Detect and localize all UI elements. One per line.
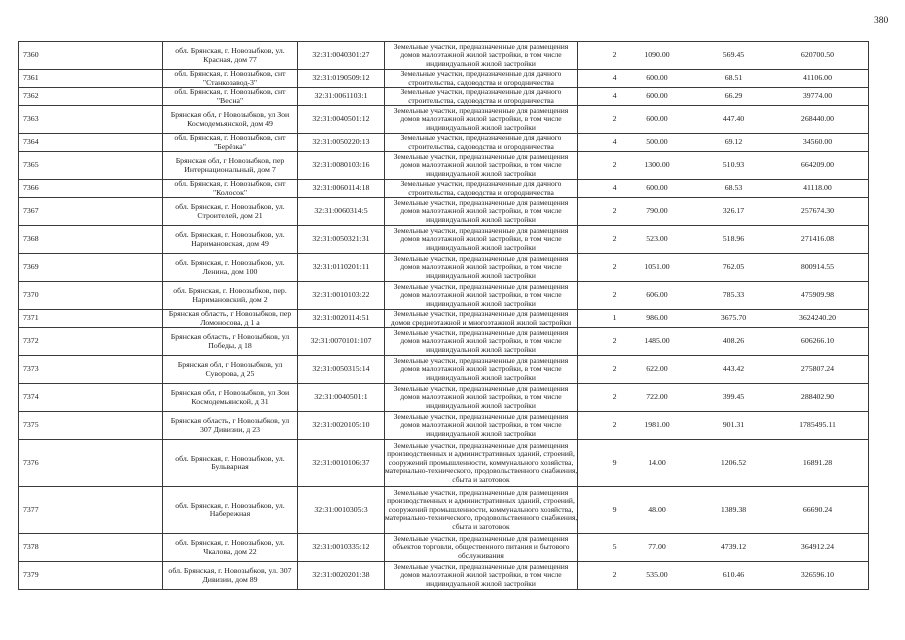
total-value-cell: 800914.55 bbox=[800, 262, 835, 272]
address-cell: обл. Брянская, г. Новозыбков, снт "Станкозавод-3" bbox=[163, 70, 298, 88]
area-cell: 523.00 bbox=[646, 234, 668, 244]
row-number-cell: 7362 bbox=[19, 88, 163, 106]
cadastral-number-cell: 32:31:0010305:3 bbox=[298, 487, 385, 534]
land-use-description-cell: Земельные участки, предназначенные для размещения домов среднеэтажной и многоэтажной жилой застройки bbox=[385, 310, 578, 328]
area-cell: 600.00 bbox=[646, 183, 668, 193]
unit-value-cell: 510.93 bbox=[722, 160, 745, 170]
table-row bbox=[19, 180, 869, 198]
row-number-cell: 7371 bbox=[19, 310, 163, 328]
total-value-cell: 364912.24 bbox=[800, 542, 835, 552]
use-group-cell: 2 bbox=[612, 160, 617, 170]
area-cell: 14.00 bbox=[648, 457, 666, 467]
total-value-cell: 326596.10 bbox=[800, 570, 835, 580]
area-cell: 722.00 bbox=[646, 392, 668, 402]
use-group-cell: 4 bbox=[612, 137, 617, 147]
area-cell: 606.00 bbox=[646, 290, 668, 300]
table-row bbox=[19, 198, 869, 226]
row-number-cell: 7370 bbox=[19, 282, 163, 310]
table-row bbox=[19, 328, 869, 356]
row-number-cell: 7375 bbox=[19, 412, 163, 440]
row-end-spacer bbox=[842, 180, 869, 198]
area-cell: 1051.00 bbox=[644, 262, 670, 272]
cadastral-number-cell: 32:31:0060314:5 bbox=[298, 198, 385, 226]
land-use-description-cell: Земельные участки, предназначенные для размещения домов малоэтажной жилой застройки, в том числе индивидуальной жилой застройки bbox=[385, 328, 578, 356]
total-value-cell: 1785495.11 bbox=[799, 420, 836, 430]
land-use-description-cell: Земельные участки, предназначенные для размещения домов малоэтажной жилой застройки, в том числе индивидуальной жилой застройки bbox=[385, 42, 578, 70]
area-cell: 1090.00 bbox=[644, 50, 670, 60]
address-cell: обл. Брянская, г. Новозыбков, ул. Ленина, дом 100 bbox=[163, 254, 298, 282]
cadastral-number-cell: 32:31:0060114:18 bbox=[298, 180, 385, 198]
row-end-spacer bbox=[842, 42, 869, 70]
total-value-cell: 620700.50 bbox=[800, 50, 835, 60]
land-use-description-cell: Земельные участки, предназначенные для размещения домов малоэтажной жилой застройки, в том числе индивидуальной жилой застройки bbox=[385, 106, 578, 134]
row-end-spacer bbox=[842, 70, 869, 88]
table-row bbox=[19, 412, 869, 440]
row-end-spacer bbox=[842, 534, 869, 562]
address-cell: Брянская область, г Новозыбков, ул Победы, д 18 bbox=[163, 328, 298, 356]
total-value-cell: 606266.10 bbox=[800, 336, 835, 346]
row-number-cell: 7374 bbox=[19, 384, 163, 412]
area-cell: 500.00 bbox=[646, 137, 668, 147]
land-use-description-cell: Земельные участки, предназначенные для дачного строительства, садоводства и огородничества bbox=[385, 134, 578, 152]
area-cell: 622.00 bbox=[646, 364, 668, 374]
address-cell: обл. Брянская, г. Новозыбков, ул. Бульварная bbox=[163, 440, 298, 487]
unit-value-cell: 443.42 bbox=[722, 364, 745, 374]
address-cell: обл. Брянская, г. Новозыбков, ул. Чкалова, дом 22 bbox=[163, 534, 298, 562]
address-cell: Брянская обл, г Новозыбков, ул Зои Космодемьянской, дом 49 bbox=[163, 106, 298, 134]
land-use-description-cell: Земельные участки, предназначенные для размещения домов малоэтажной жилой застройки, в том числе индивидуальной жилой застройки bbox=[385, 562, 578, 590]
address-cell: обл. Брянская, г. Новозыбков, снт "Весна" bbox=[163, 88, 298, 106]
row-end-spacer bbox=[842, 487, 869, 534]
total-value-cell: 271416.08 bbox=[800, 234, 835, 244]
address-cell: обл. Брянская, г. Новозыбков, ул. 307 Дивизии, дом 89 bbox=[163, 562, 298, 590]
land-use-description-cell: Земельные участки, предназначенные для размещения домов малоэтажной жилой застройки, в том числе индивидуальной жилой застройки bbox=[385, 254, 578, 282]
table-row bbox=[19, 88, 869, 106]
row-number-cell: 7373 bbox=[19, 356, 163, 384]
use-group-cell: 2 bbox=[612, 392, 617, 402]
total-value-cell: 268440.00 bbox=[800, 114, 835, 124]
row-number-cell: 7368 bbox=[19, 226, 163, 254]
unit-value-cell: 66.29 bbox=[724, 91, 743, 101]
cadastral-number-cell: 32:31:0040501:12 bbox=[298, 106, 385, 134]
row-number-cell: 7365 bbox=[19, 152, 163, 180]
table-row bbox=[19, 440, 869, 487]
row-end-spacer bbox=[842, 440, 869, 487]
land-use-description-cell: Земельные участки, предназначенные для размещения домов малоэтажной жилой застройки, в том числе индивидуальной жилой застройки bbox=[385, 226, 578, 254]
use-group-cell: 5 bbox=[612, 542, 617, 552]
table-row bbox=[19, 254, 869, 282]
cadastral-number-cell: 32:31:0080103:16 bbox=[298, 152, 385, 180]
cadastral-number-cell: 32:31:0070101:107 bbox=[298, 328, 385, 356]
total-value-cell: 66690.24 bbox=[802, 504, 833, 514]
row-end-spacer bbox=[842, 384, 869, 412]
table-row bbox=[19, 226, 869, 254]
land-use-description-cell: Земельные участки, предназначенные для размещения домов малоэтажной жилой застройки, в том числе индивидуальной жилой застройки bbox=[385, 152, 578, 180]
total-value-cell: 34560.00 bbox=[802, 137, 833, 147]
row-end-spacer bbox=[842, 198, 869, 226]
cadastral-number-cell: 32:31:0190509:12 bbox=[298, 70, 385, 88]
land-use-description-cell: Земельные участки, предназначенные для дачного строительства, садоводства и огородничества bbox=[385, 70, 578, 88]
unit-value-cell: 326.17 bbox=[722, 206, 745, 216]
use-group-cell: 2 bbox=[612, 336, 617, 346]
land-use-description-cell: Земельные участки, предназначенные для размещения домов малоэтажной жилой застройки, в том числе индивидуальной жилой застройки bbox=[385, 384, 578, 412]
cadastral-number-cell: 32:31:0020114:51 bbox=[298, 310, 385, 328]
address-cell: обл. Брянская, г. Новозыбков, пер. Наримановский, дом 2 bbox=[163, 282, 298, 310]
use-group-cell: 4 bbox=[612, 91, 617, 101]
row-number-cell: 7364 bbox=[19, 134, 163, 152]
row-end-spacer bbox=[842, 226, 869, 254]
area-cell: 600.00 bbox=[646, 114, 668, 124]
table-row bbox=[19, 310, 869, 328]
unit-value-cell: 569.45 bbox=[722, 50, 745, 60]
unit-value-cell: 68.51 bbox=[724, 73, 743, 83]
row-number-cell: 7378 bbox=[19, 534, 163, 562]
cadastral-number-cell: 32:31:0050220:13 bbox=[298, 134, 385, 152]
land-plots-table bbox=[18, 41, 869, 590]
cadastral-number-cell: 32:31:0050315:14 bbox=[298, 356, 385, 384]
area-cell: 1485.00 bbox=[644, 336, 670, 346]
area-cell: 790.00 bbox=[646, 206, 668, 216]
row-number-cell: 7372 bbox=[19, 328, 163, 356]
table-body bbox=[19, 42, 869, 590]
unit-value-cell: 4739.12 bbox=[720, 542, 747, 552]
table-row bbox=[19, 134, 869, 152]
land-use-description-cell: Земельные участки, предназначенные для размещения домов малоэтажной жилой застройки, в том числе индивидуальной жилой застройки bbox=[385, 412, 578, 440]
use-group-cell: 9 bbox=[612, 457, 617, 467]
total-value-cell: 16891.28 bbox=[802, 457, 833, 467]
address-cell: обл. Брянская, г. Новозыбков, ул. Наримановская, дом 49 bbox=[163, 226, 298, 254]
use-group-cell: 9 bbox=[612, 504, 617, 514]
area-cell: 1981.00 bbox=[644, 420, 670, 430]
table-row bbox=[19, 70, 869, 88]
unit-value-cell: 447.40 bbox=[722, 114, 745, 124]
table-row bbox=[19, 384, 869, 412]
area-cell: 1300.00 bbox=[644, 160, 670, 170]
use-group-cell: 2 bbox=[612, 420, 617, 430]
row-number-cell: 7367 bbox=[19, 198, 163, 226]
cadastral-number-cell: 32:31:0020105:10 bbox=[298, 412, 385, 440]
total-value-cell: 475909.98 bbox=[800, 290, 835, 300]
use-group-cell: 2 bbox=[612, 206, 617, 216]
use-group-cell: 2 bbox=[612, 50, 617, 60]
row-number-cell: 7366 bbox=[19, 180, 163, 198]
total-value-cell: 39774.00 bbox=[802, 91, 833, 101]
land-use-description-cell: Земельные участки, предназначенные для дачного строительства, садоводства и огородничества bbox=[385, 180, 578, 198]
row-end-spacer bbox=[842, 328, 869, 356]
unit-value-cell: 69.12 bbox=[724, 137, 743, 147]
row-end-spacer bbox=[842, 134, 869, 152]
table-row bbox=[19, 487, 869, 534]
address-cell: обл. Брянская, г. Новозыбков, ул. Красная, дом 77 bbox=[163, 42, 298, 70]
total-value-cell: 257674.30 bbox=[800, 206, 835, 216]
table-row bbox=[19, 42, 869, 70]
land-use-description-cell: Земельные участки, предназначенные для дачного строительства, садоводства и огородничества bbox=[385, 88, 578, 106]
row-end-spacer bbox=[842, 254, 869, 282]
unit-value-cell: 901.31 bbox=[722, 420, 745, 430]
use-group-cell: 4 bbox=[612, 73, 617, 83]
row-number-cell: 7377 bbox=[19, 487, 163, 534]
area-cell: 986.00 bbox=[646, 313, 668, 323]
row-number-cell: 7376 bbox=[19, 440, 163, 487]
area-cell: 48.00 bbox=[648, 504, 666, 514]
table-row bbox=[19, 356, 869, 384]
row-number-cell: 7369 bbox=[19, 254, 163, 282]
address-cell: обл. Брянская, г. Новозыбков, ул. Строителей, дом 21 bbox=[163, 198, 298, 226]
use-group-cell: 2 bbox=[612, 570, 617, 580]
address-cell: обл. Брянская, г. Новозыбков, снт "Колосок" bbox=[163, 180, 298, 198]
row-number-cell: 7379 bbox=[19, 562, 163, 590]
address-cell: Брянская обл, г Новозыбков, ул Зои Космодемьянской, д 31 bbox=[163, 384, 298, 412]
row-number-cell: 7360 bbox=[19, 42, 163, 70]
cadastral-number-cell: 32:31:0040301:27 bbox=[298, 42, 385, 70]
cadastral-number-cell: 32:31:0061103:1 bbox=[298, 88, 385, 106]
row-end-spacer bbox=[842, 356, 869, 384]
unit-value-cell: 1206.52 bbox=[720, 457, 747, 467]
page-number: 380 bbox=[874, 16, 889, 26]
unit-value-cell: 518.96 bbox=[722, 234, 745, 244]
row-end-spacer bbox=[842, 412, 869, 440]
cadastral-number-cell: 32:31:0020201:38 bbox=[298, 562, 385, 590]
address-cell: Брянская область, г Новозыбков, пер Ломоносова, д 1 а bbox=[163, 310, 298, 328]
address-cell: обл. Брянская, г. Новозыбков, ул. Набережная bbox=[163, 487, 298, 534]
unit-value-cell: 762.05 bbox=[722, 262, 745, 272]
area-cell: 535.00 bbox=[646, 570, 668, 580]
cadastral-number-cell: 32:31:0040501:1 bbox=[298, 384, 385, 412]
table-row bbox=[19, 562, 869, 590]
row-end-spacer bbox=[842, 152, 869, 180]
unit-value-cell: 1389.38 bbox=[720, 504, 747, 514]
address-cell: Брянская обл, г Новозыбков, пер Интернациональный, дом 7 bbox=[163, 152, 298, 180]
table-row bbox=[19, 106, 869, 134]
address-cell: Брянская область, г Новозыбков, ул 307 Дивизии, д 23 bbox=[163, 412, 298, 440]
total-value-cell: 664209.00 bbox=[800, 160, 835, 170]
address-cell: Брянская обл, г Новозыбков, ул Суворова, д 25 bbox=[163, 356, 298, 384]
cadastral-number-cell: 32:31:0010335:12 bbox=[298, 534, 385, 562]
row-end-spacer bbox=[842, 562, 869, 590]
cadastral-number-cell: 32:31:0010103:22 bbox=[298, 282, 385, 310]
unit-value-cell: 610.46 bbox=[722, 570, 745, 580]
land-use-description-cell: Земельные участки, предназначенные для размещения домов малоэтажной жилой застройки, в том числе индивидуальной жилой застройки bbox=[385, 198, 578, 226]
unit-value-cell: 68.53 bbox=[724, 183, 743, 193]
row-end-spacer bbox=[842, 282, 869, 310]
table-row bbox=[19, 152, 869, 180]
use-group-cell: 2 bbox=[612, 290, 617, 300]
row-end-spacer bbox=[842, 106, 869, 134]
row-end-spacer bbox=[842, 310, 869, 328]
row-number-cell: 7361 bbox=[19, 70, 163, 88]
cadastral-number-cell: 32:31:0050321:31 bbox=[298, 226, 385, 254]
use-group-cell: 4 bbox=[612, 183, 617, 193]
cadastral-number-cell: 32:31:0010106:37 bbox=[298, 440, 385, 487]
total-value-cell: 41118.00 bbox=[803, 183, 832, 193]
land-use-description-cell: Земельные участки, предназначенные для размещения производственных и административных зданий, строений, сооружений промышленности, коммунального хозяйства, материально-технического, продовольственного снабжения, сбыта и заготовок bbox=[385, 440, 578, 487]
total-value-cell: 288402.90 bbox=[800, 392, 835, 402]
land-use-description-cell: Земельные участки, предназначенные для размещения домов малоэтажной жилой застройки, в том числе индивидуальной жилой застройки bbox=[385, 282, 578, 310]
use-group-cell: 2 bbox=[612, 114, 617, 124]
unit-value-cell: 399.45 bbox=[722, 392, 745, 402]
use-group-cell: 1 bbox=[612, 313, 617, 323]
unit-value-cell: 3675.70 bbox=[720, 313, 747, 323]
address-cell: обл. Брянская, г. Новозыбков, снт "Берёзка" bbox=[163, 134, 298, 152]
land-use-description-cell: Земельные участки, предназначенные для размещения объектов торговли, общественного питания и бытового обслуживания bbox=[385, 534, 578, 562]
use-group-cell: 2 bbox=[612, 262, 617, 272]
table-row bbox=[19, 534, 869, 562]
unit-value-cell: 408.26 bbox=[722, 336, 745, 346]
area-cell: 600.00 bbox=[646, 91, 668, 101]
row-end-spacer bbox=[842, 88, 869, 106]
table-row bbox=[19, 282, 869, 310]
use-group-cell: 2 bbox=[612, 234, 617, 244]
row-number-cell: 7363 bbox=[19, 106, 163, 134]
area-cell: 600.00 bbox=[646, 73, 668, 83]
unit-value-cell: 785.33 bbox=[722, 290, 745, 300]
use-group-cell: 2 bbox=[612, 364, 617, 374]
total-value-cell: 41106.00 bbox=[803, 73, 832, 83]
total-value-cell: 275807.24 bbox=[800, 364, 835, 374]
area-cell: 77.00 bbox=[648, 542, 666, 552]
land-use-description-cell: Земельные участки, предназначенные для размещения производственных и административных зданий, строений, сооружений промышленности, коммунального хозяйства, материально-технического, продовольственного снабжения, сбыта и заготовок bbox=[385, 487, 578, 534]
land-use-description-cell: Земельные участки, предназначенные для размещения домов малоэтажной жилой застройки, в том числе индивидуальной жилой застройки bbox=[385, 356, 578, 384]
cadastral-number-cell: 32:31:0110201:11 bbox=[298, 254, 385, 282]
total-value-cell: 3624240.20 bbox=[798, 313, 837, 323]
